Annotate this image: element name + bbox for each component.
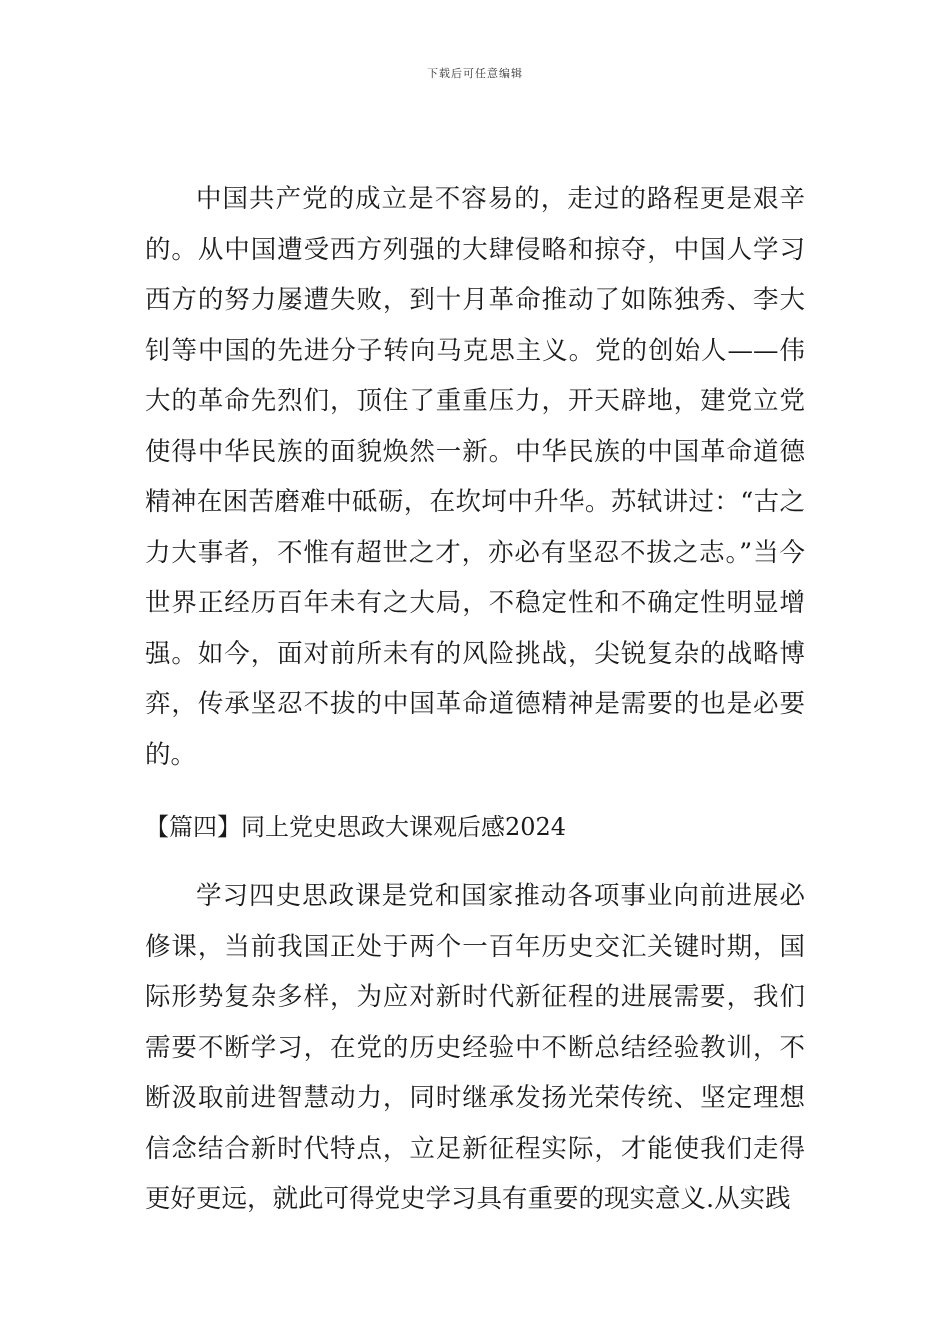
section-heading: 【篇四】同上党史思政大课观后感2024 bbox=[145, 813, 567, 841]
header-note: 下载后可任意编辑 bbox=[427, 67, 523, 80]
body-paragraph-1: 中国共产党的成立是不容易的，走过的路程更是艰辛的。从中国遭受西方列强的大肆侵略和掠夺，中国人学习西方的努力屡遭失败，到十月革命推动了如陈独秀、李大钊等中国的先进分子转向马克思主义。党的创始人——伟大的革命先烈们，顶住了重重压力，开天辟地，建党立党使得中华民族的面貌焕然一新。中华民族的中国革命道德精神在困苦磨难中砥砺，在坎坷中升华。苏轼讲过：“古之力大事者，不惟有超世之才，亦必有坚忍不拔之志。”当今世界正经历百年未有之大局，不稳定性和不确定性明显增强。如今，面对前所未有的风险挑战，尖锐复杂的战略博弈，传承坚忍不拔的中国革命道德精神是需要的也是必要的。 bbox=[145, 184, 805, 770]
body-paragraph-2: 学习四史思政课是党和国家推动各项事业向前进展必修课，当前我国正处于两个一百年历史交汇关键时期，国际形势复杂多样，为应对新时代新征程的进展需要，我们需要不断学习，在党的历史经验中不断总结经验教训，不断汲取前进智慧动力，同时继承发扬光荣传统、坚定理想信念结合新时代特点，立足新征程实际，才能使我们走得更好更远，就此可得党史学习具有重要的现实意义.从实践 bbox=[145, 881, 805, 1214]
